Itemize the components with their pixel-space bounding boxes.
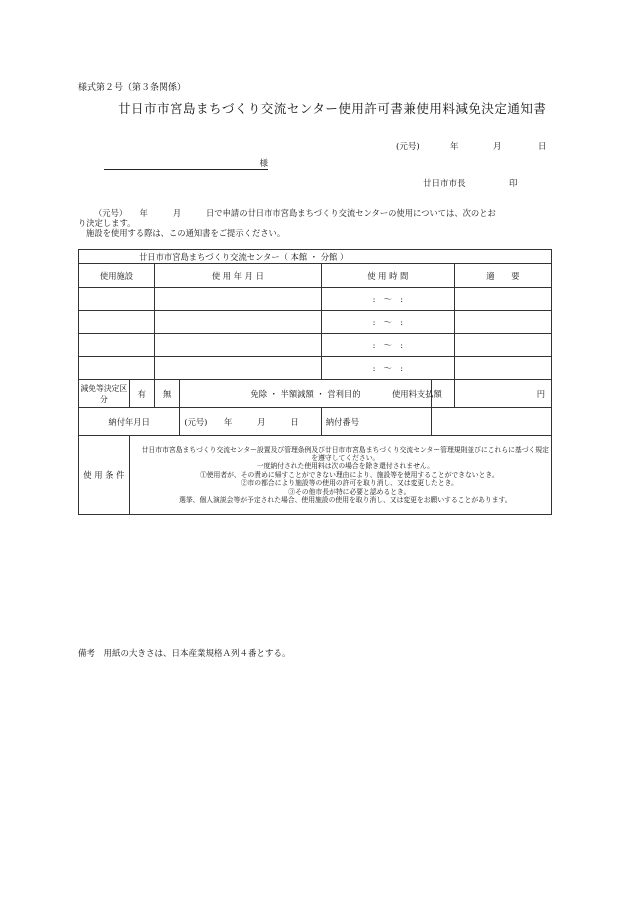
date-day: 日	[538, 142, 547, 152]
date-year: 年	[450, 142, 459, 152]
reduction-yes[interactable]: 有	[129, 380, 154, 408]
facility-cell[interactable]	[79, 311, 155, 334]
time-cell[interactable]: : 〜 :	[321, 311, 454, 334]
date-era: (元号)	[396, 142, 420, 152]
col-facility: 使用施設	[79, 264, 155, 288]
remarks-cell[interactable]	[454, 334, 551, 357]
body-line-1: （元号） 年 月 日で申請の廿日市市宮島まちづくり交流センターの使用については、次のとお	[94, 208, 496, 218]
reduction-options[interactable]: 免除 ・ 半額減額 ・ 営利目的	[180, 380, 431, 408]
addressee-suffix: 様	[259, 159, 268, 169]
table-row	[79, 311, 552, 334]
body-line-2: り決定します。	[78, 218, 136, 228]
payment-label-text: 使用料支払額	[392, 389, 442, 399]
condition-line: ③その他市長が特に必要と認めるとき。	[288, 487, 411, 496]
date-cell[interactable]	[155, 288, 322, 311]
paid-number-label: 納付番号	[321, 408, 431, 436]
body-line-3: 施設を使用する際は、この通知書をご提示ください。	[86, 228, 286, 238]
conditions-text	[129, 436, 551, 515]
facility-cell[interactable]	[79, 288, 155, 311]
addressee-line	[104, 157, 268, 170]
remark: 備考 用紙の大きさは、日本産業規格Ａ列４番とする。	[78, 649, 291, 659]
facility-cell[interactable]	[79, 357, 155, 380]
permit-table	[78, 249, 552, 515]
time-cell[interactable]: : 〜 :	[321, 288, 454, 311]
date-cell[interactable]	[155, 357, 322, 380]
col-remarks: 適 要	[454, 264, 551, 288]
condition-line: ②市の都合により施設等の使用の許可を取り消し、又は変更したとき。	[240, 479, 458, 488]
paid-date-value[interactable]: (元号) 年 月 日	[180, 408, 321, 436]
condition-line: 選挙、個人演説会等が予定された場合、使用施設の使用を取り消し、又は変更をお願いすることがあります。	[179, 496, 512, 505]
facility-cell[interactable]	[79, 334, 155, 357]
date-cell[interactable]	[155, 334, 322, 357]
form-number: 様式第２号（第３条関係）	[78, 83, 187, 93]
facility-header: 廿日市市宮島まちづくり交流センター（ 本館 ・ 分館 ）	[79, 250, 552, 264]
table-row	[79, 334, 552, 357]
remarks-cell[interactable]	[454, 357, 551, 380]
document-title: 廿日市市宮島まちづくり交流センター使用許可書兼使用料減免決定通知書	[118, 101, 547, 116]
remarks-cell[interactable]	[454, 311, 551, 334]
remarks-cell[interactable]	[454, 288, 551, 311]
issuer-name: 廿日市市長	[423, 179, 466, 189]
table-row	[79, 288, 552, 311]
conditions-label: 使 用 条 件	[79, 436, 130, 515]
reduction-label: 減免等決定区分	[79, 380, 130, 408]
reduction-no[interactable]: 無	[155, 380, 180, 408]
table-row	[79, 357, 552, 380]
col-date: 使 用 年 月 日	[155, 264, 322, 288]
condition-line: 廿日市市宮島まちづくり交流センター設置及び管理条例及び廿日市市宮島まちづくり交流センター管理規則並びにこれらに基づく規定を遵守してください。	[141, 445, 549, 462]
payment-amount[interactable]: 円	[454, 380, 551, 408]
body-text	[78, 208, 550, 238]
condition-line: 一度納付された使用料は次の場合を除き還付されません。	[256, 462, 434, 471]
time-cell[interactable]: : 〜 :	[321, 357, 454, 380]
date-cell[interactable]	[155, 311, 322, 334]
date-month: 月	[493, 142, 502, 152]
paid-number-value[interactable]	[431, 408, 551, 436]
condition-line: ①使用者が、その責めに帰すことができない理由により、施設等を使用することができないとき。	[199, 470, 499, 479]
paid-date-label: 納付年月日	[79, 408, 180, 436]
time-cell[interactable]: : 〜 :	[321, 334, 454, 357]
issuer-seal: 印	[509, 179, 518, 189]
col-time: 使 用 時 間	[321, 264, 454, 288]
